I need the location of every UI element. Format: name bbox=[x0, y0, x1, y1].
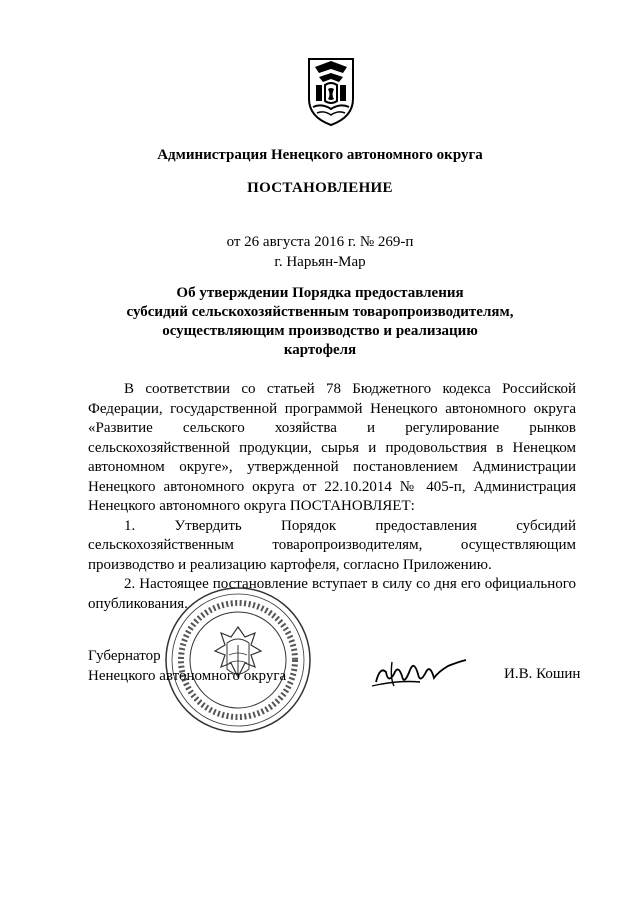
date-number: от 26 августа 2016 г. № 269-п bbox=[226, 234, 414, 250]
document-title bbox=[60, 284, 580, 360]
position-line: Ненецкого автономного округа bbox=[88, 667, 287, 684]
handwritten-signature bbox=[368, 652, 468, 692]
city: г. Нарьян-Мар bbox=[274, 254, 366, 270]
date-and-place bbox=[0, 232, 640, 272]
signatory-position bbox=[88, 647, 286, 686]
title-line: осуществляющим производство и реализацию bbox=[162, 323, 478, 339]
organization-name: Администрация Ненецкого автономного округа bbox=[157, 147, 483, 163]
title-line: Об утверждении Порядка предоставления bbox=[176, 285, 464, 301]
title-line: субсидий сельскохозяйственным товаропроизводителям, bbox=[126, 304, 514, 320]
document-type: ПОСТАНОВЛЕНИЕ bbox=[247, 180, 393, 196]
clause-1: 1. Утвердить Порядок предоставления субсидий сельскохозяйственным товаропроизводителям, осуществляющим производство и реализацию картофеля, согласно Приложению. bbox=[88, 517, 576, 573]
signatory-name: И.В. Кошин bbox=[504, 666, 581, 682]
clause-2: 2. Настоящее постановление вступает в силу со дня его официального опубликования. bbox=[88, 576, 576, 612]
preamble-paragraph: В соответствии со статьей 78 Бюджетного кодекса Российской Федерации, государственной программой Ненецкого автономного округа «Развитие сельского хозяйства и регулирование рынков сельскохозяйственной продукции, сырья и продовольствия в Ненецком автономном округе», утвержденной постановлением Администрации Ненецкого автономного округа от 22.10.2014 № 405-п, Администрация Ненецкого автономного округа ПОСТАНОВЛЯЕТ: bbox=[88, 381, 576, 514]
position-line: Губернатор bbox=[88, 648, 161, 664]
coat-of-arms-icon bbox=[305, 55, 357, 127]
title-line: картофеля bbox=[283, 342, 357, 358]
document-body bbox=[88, 380, 576, 614]
